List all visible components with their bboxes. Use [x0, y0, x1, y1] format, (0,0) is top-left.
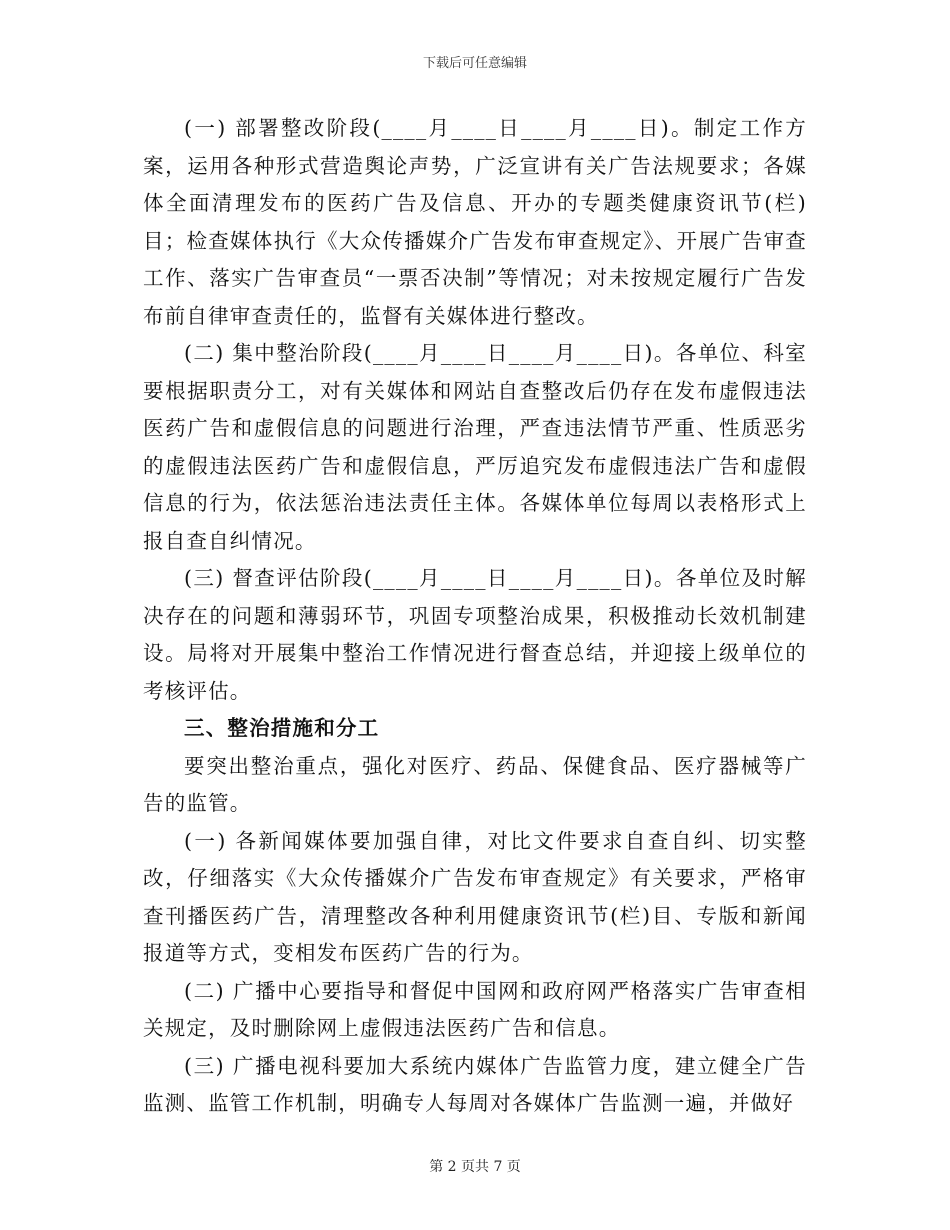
- page-footer: 第 2 页共 7 页: [429, 1159, 521, 1175]
- paragraph-measure-1: (一) 各新闻媒体要加强自律，对比文件要求自查自纠、切实整改，仔细落实《大众传播媒介广告发布审查规定》有关要求，严格审查刊播医药广告，清理整改各种利用健康资讯节(栏)目、专版和新闻报道等方式，变相发布医药广告的行为。: [143, 828, 807, 965]
- paragraph-phase-3: (三) 督查评估阶段(____月____日____月____日)。各单位及时解决存在的问题和薄弱环节，巩固专项整治成果，积极推动长效机制建设。局将对开展集中整治工作情况进行督查总结，并迎接上级单位的考核评估。: [143, 566, 807, 703]
- paragraph-measure-3: (三) 广播电视科要加大系统内媒体广告监管力度，建立健全广告监测、监管工作机制，明确专人每周对各媒体广告监测一遍，并做好: [143, 1053, 807, 1115]
- document-body: [143, 110, 807, 1123]
- page-header: 下载后可任意编辑: [422, 56, 527, 71]
- paragraph-phase-2: (二) 集中整治阶段(____月____日____月____日)。各单位、科室要根据职责分工，对有关媒体和网站自查整改后仍存在发布虚假违法医药广告和虚假信息的问题进行治理，严查违法情节严重、性质恶劣的虚假违法医药广告和虚假信息，严厉追究发布虚假违法广告和虚假信息的行为，依法惩治违法责任主体。各媒体单位每周以表格形式上报自查自纠情况。: [143, 341, 807, 553]
- paragraph-measure-2: (二) 广播中心要指导和督促中国网和政府网严格落实广告审查相关规定，及时删除网上虚假违法医药广告和信息。: [143, 978, 807, 1040]
- section-heading: 三、整治措施和分工: [184, 716, 380, 740]
- paragraph-phase-1: (一) 部署整改阶段(____月____日____月____日)。制定工作方案，运用各种形式营造舆论声势，广泛宣讲有关广告法规要求；各媒体全面清理发布的医药广告及信息、开办的专题类健康资讯节(栏)目；检查媒体执行《大众传播媒介广告发布审查规定》、开展广告审查工作、落实广告审查员“一票否决制”等情况；对未按规定履行广告发布前自律审查责任的，监督有关媒体进行整改。: [143, 116, 807, 328]
- paragraph-section-intro: 要突出整治重点，强化对医疗、药品、保健食品、医疗器械等广告的监管。: [143, 753, 807, 815]
